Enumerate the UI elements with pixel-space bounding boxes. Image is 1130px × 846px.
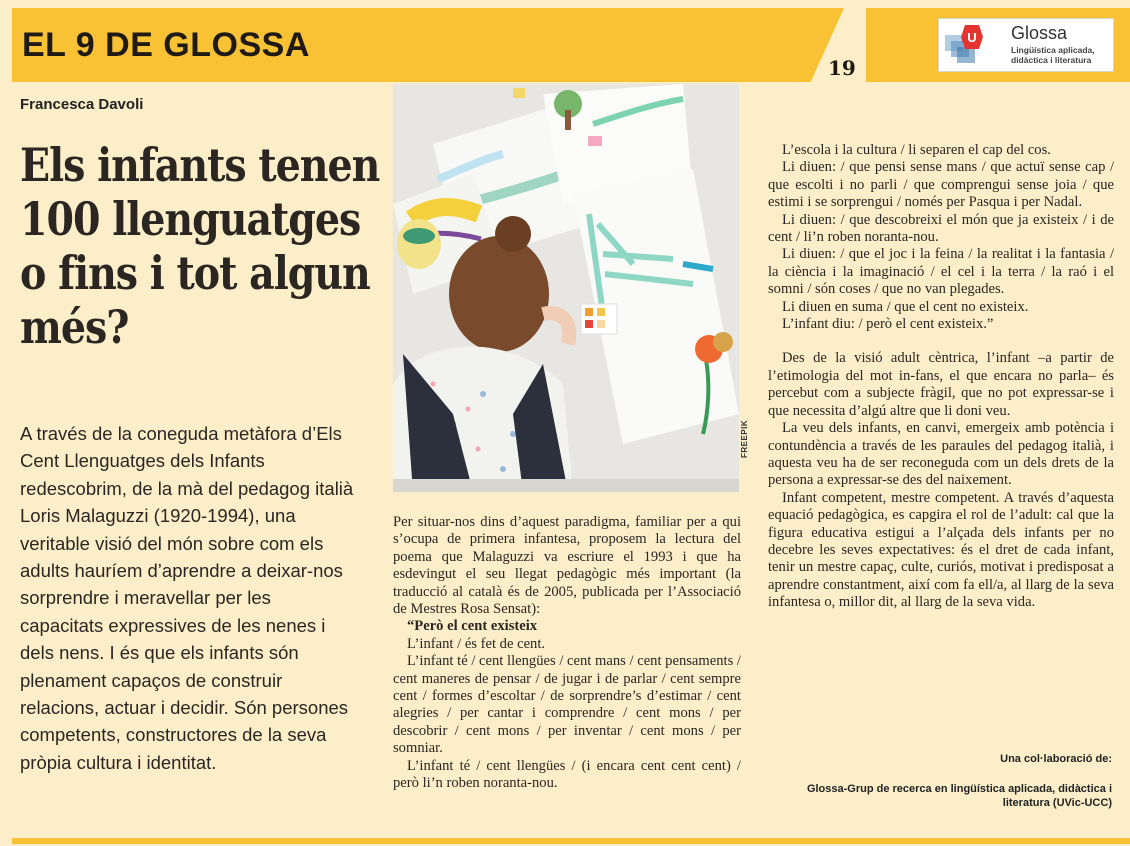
poem-line: L’infant té / cent llengües / (i encara cent cent cent) / però li’n roben noranta-nou. [393,757,741,792]
collaboration-credit: Glossa-Grup de recerca en lingüística aplicada, didàctica i literatura (UVic-UCC) [806,783,1112,809]
logo-tagline: Lingüística aplicada, didàctica i literatura [1011,45,1095,65]
poem-line: Li diuen: / que el joc i la feina / la realitat i la fantasia / la ciència i la imaginació / el cel i la terra / la raó i el somni / són coses / que no van plegades. [768,246,1114,298]
body-paragraph: La veu dels infants, en canvi, emergeix amb potència i contundència a través de les paraules del pedagog italià, i aquesta veu ha de ser reconeguda com un dels drets de la persona a expressar-se des del naixement. [768,420,1114,489]
poem-line: Li diuen: / que descobreixi el món que ja existeix / i de cent / li’n roben noranta-nou. [768,211,1114,246]
logo-name: Glossa [1011,23,1068,43]
article-title: Els infants tenen 100 llenguatges o fins i tot algun més? [20,138,380,354]
poem-line: L’escola i la cultura / li separen el cap del cos. [782,142,1051,158]
article-photo [393,84,739,492]
article-author: Francesca Davoli [20,96,144,113]
body-paragraph: Infant competent, mestre competent. A través d’aquesta equació pedagògica, es capgira el rol de l’adult: cal que la figura educativa estigui a l’alçada dels infants per no decebre les seves expectatives: és el dret de cada infant, tenir un mestre capaç, culte, curiós, motivat i predisposat a aprendre constantment, així com fa ell/a, al llarg de la seva infantesa o, millor dit, al llarg de la seva vida. [768,489,1114,611]
glossa-logo [938,18,1114,72]
collaboration-label: Una col·laboració de: [1000,753,1112,765]
body-paragraph: Des de la visió adult cèntrica, l’infant –a partir de l’etimologia del mot in-fans, el que encara no parla– és percebut com a subjecte fràgil, que no pot expressar-se i que necessita d’algú altre que li doni veu. [768,350,1114,419]
poem-line: Li diuen: / que pensi sense mans / que actuï sense cap / que escolti i no parli / que comprengui sense joia / que estimi i se sorprengui / només per Pasqua i per Nadal. [768,159,1114,211]
photo-credit: FREEPIK [740,419,749,458]
poem-line: Li diuen en suma / que el cent no existeix. [782,298,1029,315]
svg-text:U: U [967,30,977,45]
poem-title: “Però el cent existeix [407,618,538,635]
bottom-rule [12,838,1130,844]
middle-column [393,514,741,793]
poem-line: L’infant té / cent llengües / cent mans / cent pensaments / cent maneres de pensar / de jugar i de parlar / cent sempre cent / formes d’escoltar / de sorprendre’s d’estimar / cent alegries / per cantar i comprendre / cent mons / per descobrir / cent mons / per inventar / cent mons / per somniar. [393,653,741,757]
section-title: EL 9 DE GLOSSA [22,26,310,64]
child-painting-illustration [393,84,739,492]
poem-line: L’infant / és fet de cent. [407,635,546,652]
glossa-logo-icon [943,23,983,69]
article-lead: A través de la coneguda metàfora d’Els Cent Llenguatges dels Infants redescobrim, de la mà del pedagog italià Loris Malaguzzi (1920-1994), una veritable visió del món sobre com els adults hauríem d’aprendre a deixar-nos sorprendre i meravellar per les capacitats expressives de les nenes i dels nens. I és que els infants són plenament capaços de construir relacions, actuar i decidir. Són persones competents, constructores de la seva pròpia cultura i identitat. [20,423,354,773]
poem-line: L’infant diu: / però el cent existeix.” [782,316,994,333]
page-number: 19 [828,56,856,80]
right-column [768,142,1114,612]
paragraph-gap [768,333,1114,350]
intro-paragraph: Per situar-nos dins d’aquest paradigma, familiar per a qui s’ocupa de primera infantesa, proposem la lectura del poema que Malaguzzi va escriure el 1993 i que ha esdevingut el seu llegat pedagògic més important (la traducció al català és de 2005, publicada per l’Associació de Mestres Rosa Sensat): [393,514,741,618]
